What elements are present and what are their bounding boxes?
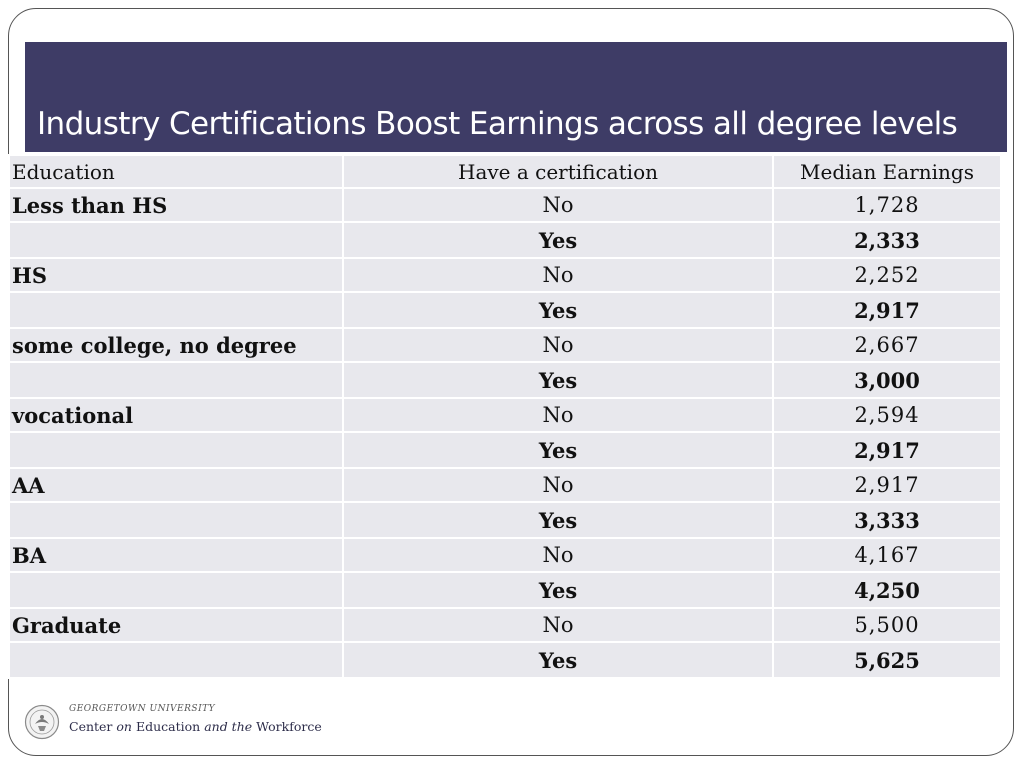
table-row <box>9 222 1001 258</box>
earnings-cell: 3,000 <box>773 362 1001 398</box>
education-cell <box>9 362 343 398</box>
center-workforce: Workforce <box>256 719 322 734</box>
education-cell: vocational <box>9 398 343 432</box>
table-row <box>9 432 1001 468</box>
earnings-cell: 4,167 <box>773 538 1001 572</box>
education-cell <box>9 502 343 538</box>
certification-cell: Yes <box>343 502 773 538</box>
center-on: on <box>116 719 132 734</box>
earnings-cell: 3,333 <box>773 502 1001 538</box>
center-and-the: and the <box>204 719 253 734</box>
university-name: GEORGETOWN UNIVERSITY <box>69 704 216 714</box>
earnings-cell: 5,500 <box>773 608 1001 642</box>
center-education: Education <box>135 719 201 734</box>
table-row <box>9 608 1001 642</box>
certification-cell: No <box>343 188 773 222</box>
education-cell: Less than HS <box>9 188 343 222</box>
table-row <box>9 362 1001 398</box>
table-header-row <box>9 155 1001 188</box>
certification-cell: Yes <box>343 222 773 258</box>
certification-cell: Yes <box>343 362 773 398</box>
certification-cell: Yes <box>343 572 773 608</box>
earnings-cell: 4,250 <box>773 572 1001 608</box>
certification-cell: Yes <box>343 292 773 328</box>
certification-cell: No <box>343 608 773 642</box>
education-cell <box>9 432 343 468</box>
certification-cell: No <box>343 468 773 502</box>
header-education: Education <box>9 155 343 188</box>
earnings-cell: 2,252 <box>773 258 1001 292</box>
education-cell: HS <box>9 258 343 292</box>
table-row <box>9 642 1001 678</box>
earnings-cell: 2,917 <box>773 432 1001 468</box>
earnings-cell: 5,625 <box>773 642 1001 678</box>
table-row <box>9 538 1001 572</box>
education-cell <box>9 292 343 328</box>
earnings-table <box>8 154 1002 679</box>
table-row <box>9 292 1001 328</box>
center-prefix: Center <box>69 719 113 734</box>
table-row <box>9 328 1001 362</box>
education-cell <box>9 572 343 608</box>
earnings-cell: 2,917 <box>773 468 1001 502</box>
education-cell <box>9 222 343 258</box>
earnings-cell: 2,667 <box>773 328 1001 362</box>
education-cell: AA <box>9 468 343 502</box>
table-row <box>9 468 1001 502</box>
slide-title: Industry Certifications Boost Earnings across all degree levels <box>37 106 958 142</box>
header-median-earnings: Median Earnings <box>773 155 1001 188</box>
education-cell: BA <box>9 538 343 572</box>
georgetown-logo <box>24 702 322 746</box>
table-row <box>9 502 1001 538</box>
certification-cell: No <box>343 538 773 572</box>
center-name <box>69 719 322 734</box>
earnings-cell: 2,594 <box>773 398 1001 432</box>
certification-cell: No <box>343 328 773 362</box>
table-row <box>9 572 1001 608</box>
title-band <box>25 42 1007 152</box>
certification-cell: No <box>343 398 773 432</box>
header-certification: Have a certification <box>343 155 773 188</box>
university-seal-icon <box>24 704 60 740</box>
table-row <box>9 258 1001 292</box>
education-cell: Graduate <box>9 608 343 642</box>
education-cell: some college, no degree <box>9 328 343 362</box>
certification-cell: Yes <box>343 642 773 678</box>
earnings-cell: 2,333 <box>773 222 1001 258</box>
table-row <box>9 398 1001 432</box>
earnings-cell: 1,728 <box>773 188 1001 222</box>
table-row <box>9 188 1001 222</box>
certification-cell: Yes <box>343 432 773 468</box>
certification-cell: No <box>343 258 773 292</box>
earnings-cell: 2,917 <box>773 292 1001 328</box>
education-cell <box>9 642 343 678</box>
